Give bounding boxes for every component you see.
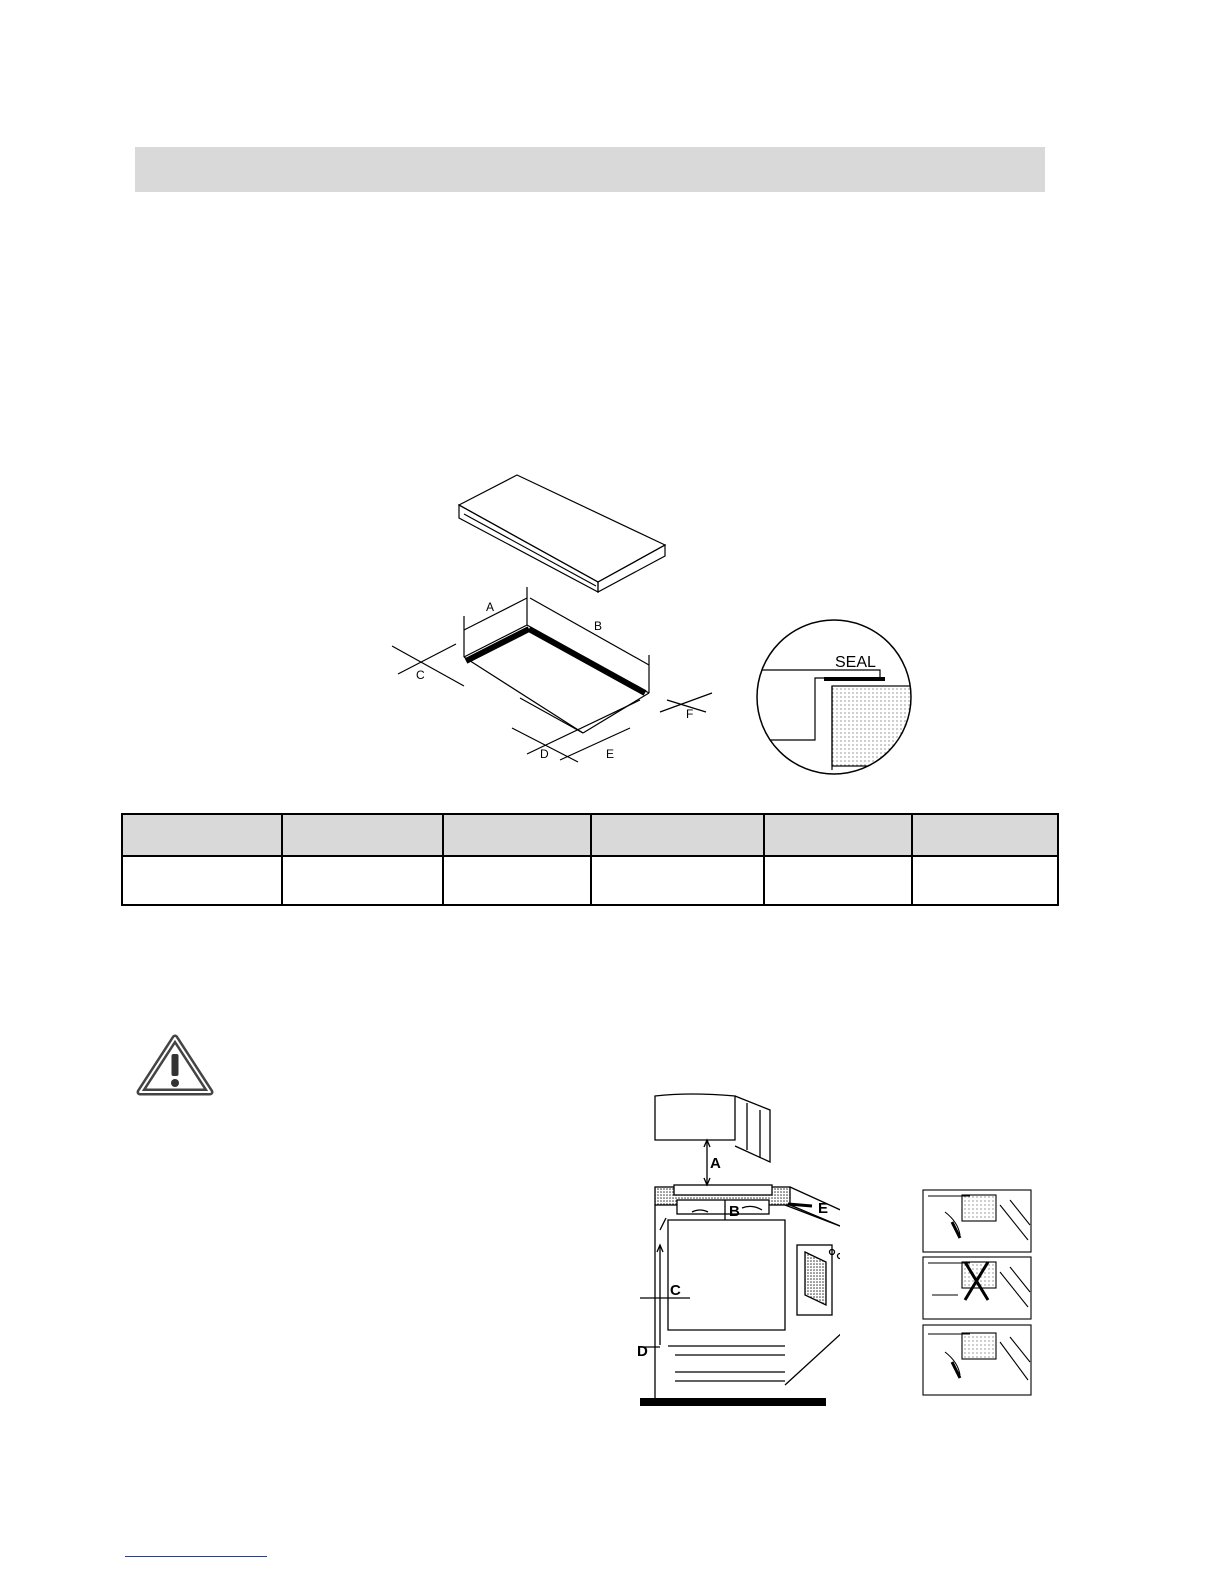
table-header-cell: [122, 814, 282, 856]
dim-label-d: D: [540, 747, 549, 761]
clearance-label-e: E: [818, 1200, 829, 1217]
table-header-cell: [764, 814, 912, 856]
seal-detail-figure: [750, 618, 916, 778]
section-header-bar: [135, 147, 1045, 192]
table-cell: [912, 856, 1058, 905]
dim-label-a: A: [486, 600, 495, 614]
warning-triangle-icon: [136, 1034, 214, 1096]
table-header-row: [122, 814, 1058, 856]
dim-label-f: F: [686, 707, 694, 721]
seal-placement-panels: [918, 1185, 1038, 1400]
table-cell: [764, 856, 912, 905]
installation-clearances-figure: [630, 1085, 840, 1410]
seal-label: SEAL: [835, 654, 876, 671]
table-cell: [122, 856, 282, 905]
clearance-label-d: D: [637, 1343, 648, 1360]
table-header-cell: [591, 814, 764, 856]
dim-label-b: B: [594, 619, 603, 633]
table-cell: [591, 856, 764, 905]
table-header-cell: [912, 814, 1058, 856]
dim-label-c: C: [416, 668, 425, 682]
table-cell: [443, 856, 591, 905]
dim-label-e: E: [606, 747, 615, 761]
table-cell: [282, 856, 443, 905]
cutout-dimensions-table: [121, 813, 1059, 906]
cutout-dimensions-figure: [385, 470, 715, 770]
table-row: [122, 856, 1058, 905]
clearance-label-b: B: [729, 1203, 740, 1220]
clearance-label-a: A: [710, 1155, 721, 1172]
table-header-cell: [443, 814, 591, 856]
table-header-cell: [282, 814, 443, 856]
footer-link-underline[interactable]: [125, 1556, 267, 1557]
clearance-label-c: C: [670, 1282, 681, 1299]
